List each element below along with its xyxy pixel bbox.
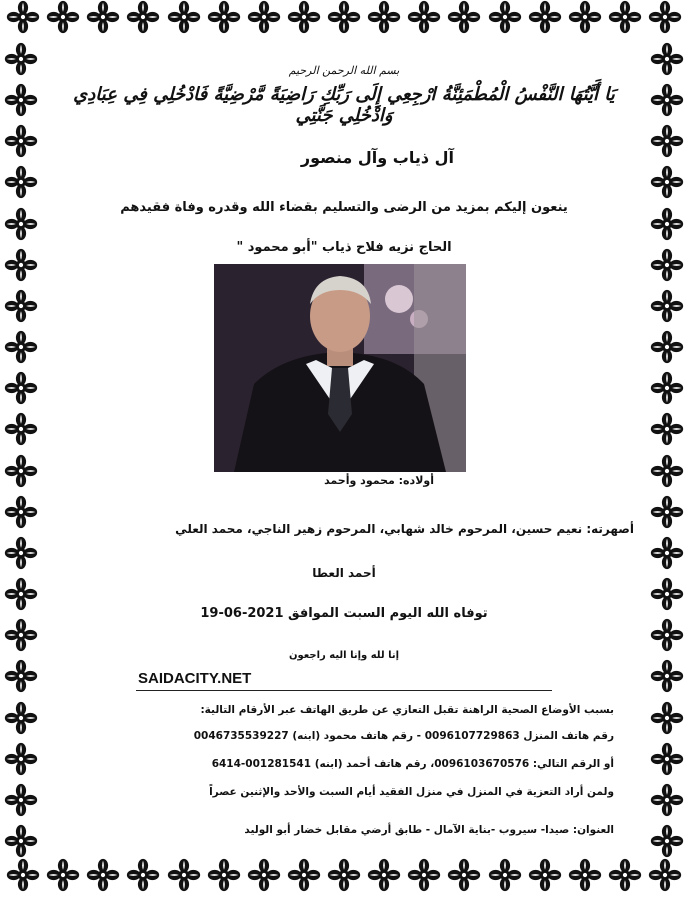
flower-ornament-icon [4,577,38,611]
flower-ornament-icon [528,0,562,34]
address-line: العنوان: صيدا- سيروب -بناية الآمال - طابق أرضي مقابل خضار أبو الوليد [244,824,614,836]
flower-ornament-icon [4,618,38,652]
quran-verse: يَا أَيَّتُهَا النَّفْسُ الْمُطْمَئِنَّةُ ارْجِعِي إِلَى رَبِّكِ رَاضِيَةً مَّرْضِيَّةً فَادْخُلِي فِي عِبَادِي وَادْخُلِي جَنَّتِي [73,84,615,126]
flower-ornament-icon [207,0,241,34]
flower-ornament-icon [650,207,684,241]
flower-ornament-icon [167,858,201,892]
deceased-photo [214,264,466,472]
flower-ornament-icon [447,858,481,892]
portrait-illustration [214,264,466,472]
phone-line-2: أو الرقم التالي: 0096103670576، رقم هاتف أحمد (ابنه) 001281541-6414 [211,758,614,770]
flower-ornament-icon [447,0,481,34]
site-watermark: SAIDACITY.NET [138,670,252,687]
condolence-note: بسبب الأوضاع الصحية الراهنة تقبل التعازي عن طريق الهاتف عبر الأرقام التالية: [200,704,614,716]
death-date-line: توفاه الله اليوم السبت الموافق 2021-06-19 [200,606,488,621]
flower-ornament-icon [126,0,160,34]
flower-ornament-icon [568,858,602,892]
inlaws-line: أصهرته: نعيم حسين، المرحوم خالد شهابي، المرحوم زهير الناجي، محمد العلي [175,522,634,536]
phone-line-1: رقم هاتف المنزل 0096107729863 - رقم هاتف محمود (ابنه) 0046735539227 [193,730,614,742]
flower-ornament-icon [650,659,684,693]
flower-ornament-icon [46,858,80,892]
right-border [646,42,688,858]
flower-ornament-icon [6,858,40,892]
flower-ornament-icon [650,83,684,117]
flower-ornament-icon [4,659,38,693]
innaa-lillah: إنا لله وإنا اليه راجعون [288,650,400,661]
flower-ornament-icon [4,330,38,364]
children-line: أولاده: محمود وأحمد [324,474,434,487]
flower-ornament-icon [528,858,562,892]
home-visit-line: ولمن أراد التعزية في المنزل في منزل الفقيد أيام السبت والأحد والإثنين عصراً [209,786,614,798]
flower-ornament-icon [86,0,120,34]
flower-ornament-icon [46,0,80,34]
basmala: بسم الله الرحمن الرحيم [288,64,400,77]
flower-ornament-icon [4,742,38,776]
flower-ornament-icon [327,858,361,892]
bottom-border [0,858,688,900]
flower-ornament-icon [6,0,40,34]
flower-ornament-icon [650,248,684,282]
obituary-card [54,50,634,850]
flower-ornament-icon [167,0,201,34]
family-names: آل ذياب وآل منصور [300,148,454,167]
flower-ornament-icon [608,0,642,34]
divider [136,690,552,691]
flower-ornament-icon [207,858,241,892]
flower-ornament-icon [488,0,522,34]
flower-ornament-icon [4,289,38,323]
flower-ornament-icon [4,536,38,570]
flower-ornament-icon [648,0,682,34]
flower-ornament-icon [4,371,38,405]
flower-ornament-icon [407,858,441,892]
flower-ornament-icon [650,536,684,570]
flower-ornament-icon [650,618,684,652]
flower-ornament-icon [4,124,38,158]
flower-ornament-icon [650,495,684,529]
left-border [0,42,42,858]
flower-ornament-icon [367,0,401,34]
flower-ornament-icon [650,165,684,199]
flower-ornament-icon [4,42,38,76]
flower-ornament-icon [4,207,38,241]
flower-ornament-icon [287,858,321,892]
flower-ornament-icon [650,124,684,158]
deceased-name: الحاج نزيه فلاح ذياب "أبو محمود " [236,240,452,255]
flower-ornament-icon [4,495,38,529]
flower-ornament-icon [648,858,682,892]
flower-ornament-icon [650,783,684,817]
flower-ornament-icon [650,289,684,323]
flower-ornament-icon [247,0,281,34]
flower-ornament-icon [86,858,120,892]
flower-ornament-icon [4,824,38,858]
flower-ornament-icon [650,330,684,364]
flower-ornament-icon [287,0,321,34]
flower-ornament-icon [4,83,38,117]
flower-ornament-icon [650,742,684,776]
top-border [0,0,688,42]
flower-ornament-icon [126,858,160,892]
flower-ornament-icon [327,0,361,34]
flower-ornament-icon [4,412,38,446]
inlaws-line-2: أحمد العطا [312,566,376,580]
flower-ornament-icon [650,412,684,446]
flower-ornament-icon [608,858,642,892]
flower-ornament-icon [4,248,38,282]
flower-ornament-icon [650,701,684,735]
flower-ornament-icon [568,0,602,34]
flower-ornament-icon [650,454,684,488]
flower-ornament-icon [4,783,38,817]
flower-ornament-icon [247,858,281,892]
flower-ornament-icon [4,701,38,735]
flower-ornament-icon [367,858,401,892]
flower-ornament-icon [407,0,441,34]
flower-ornament-icon [650,371,684,405]
flower-ornament-icon [4,454,38,488]
flower-ornament-icon [650,42,684,76]
flower-ornament-icon [650,577,684,611]
announcement-intro: ينعون إليكم بمزيد من الرضى والتسليم بقضاء الله وقدره وفاة فقيدهم [120,200,568,215]
flower-ornament-icon [650,824,684,858]
flower-ornament-icon [488,858,522,892]
flower-ornament-icon [4,165,38,199]
